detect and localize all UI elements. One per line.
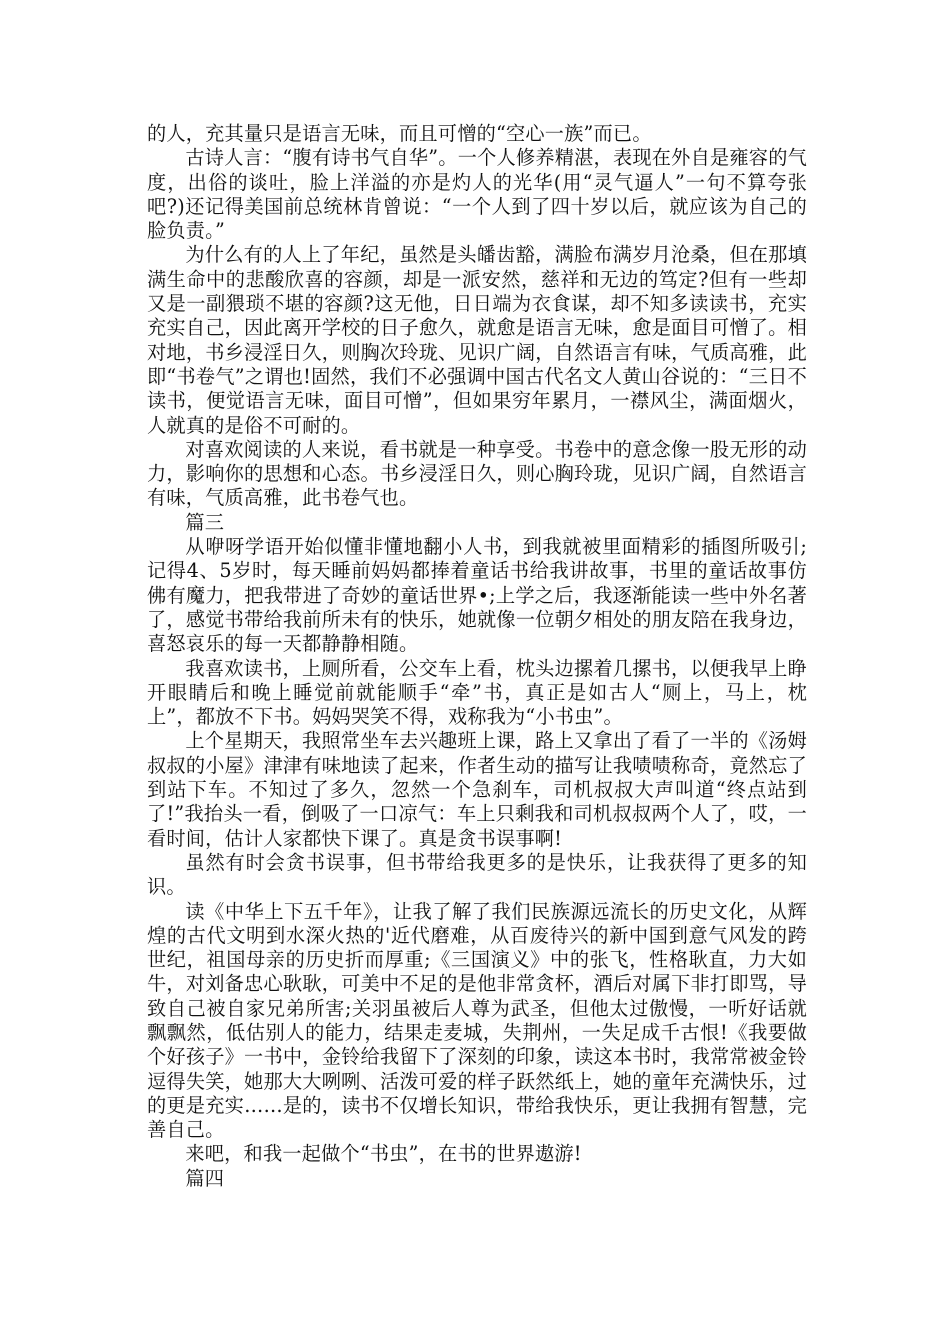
paragraph-reading-enjoyment: 对喜欢阅读的人来说，看书就是一种享受。书卷中的意念像一股无形的动力，影响你的思想和心态。书乡浸淫日久，则心胸玲珑，见识广阔，自然语言有味，气质高雅，此书卷气也。 (147, 437, 807, 510)
paragraph-books-bring-joy: 虽然有时会贪书误事，但书带给我更多的是快乐，让我获得了更多的知识。 (147, 850, 807, 899)
paragraph-bookworm: 我喜欢读书，上厕所看，公交车上看，枕头边摞着几摞书，以便我早上睁开眼睛后和晚上睡觉前就能顺手“牵”书，真正是如古人“厕上，马上，枕上”，都放不下书。妈妈哭笑不得，戏称我为“小书虫”。 (147, 656, 807, 729)
section-heading-3: 篇三 (185, 510, 225, 534)
paragraph-childhood-reading: 从咿呀学语开始似懂非懂地翻小人书，到我就被里面精彩的插图所吸引;记得4、5岁时，每天睡前妈妈都捧着童话书给我讲故事，书里的童话故事仿佛有魔力，把我带进了奇妙的童话世界•;上学之后，我逐渐能读一些中外名著了，感觉书带给我前所未有的快乐，她就像一位朝夕相处的朋友陪在我身边，喜怒哀乐的每一天都静静相随。 (147, 535, 807, 656)
paragraph-ancient-poet-quote: 古诗人言：“腹有诗书气自华”。一个人修养精湛，表现在外自是雍容的气度，出俗的谈吐，脸上洋溢的亦是灼人的光华(用“灵气逼人”一句不算夸张吧?)还记得美国前总统林肯曾说：“一个人到了四十岁以后，就应该为自己的脸负责。” (147, 146, 807, 243)
document-body (147, 122, 807, 1191)
paragraph-missed-stop: 上个星期天，我照常坐车去兴趣班上课，路上又拿出了看了一半的《汤姆叔叔的小屋》津津有味地读了起来，作者生动的描写让我啧啧称奇，竟然忘了到站下车。不知过了多久，忽然一个急刹车，司机叔叔大声叫道“终点站到了!”我抬头一看，倒吸了一口凉气：车上只剩我和司机叔叔两个人了，哎，一看时间，估计人家都快下课了。真是贪书误事啊! (147, 729, 807, 850)
paragraph-continuation: 的人，充其量只是语言无味，而且可憎的“空心一族”而已。 (147, 122, 652, 145)
paragraph-aging-faces: 为什么有的人上了年纪，虽然是头皤齿豁，满脸布满岁月沧桑，但在那填满生命中的悲酸欣喜的容颜，却是一派安然，慈祥和无边的笃定?但有一些却又是一副猥琐不堪的容颜?这无他，日日端为衣食谋，却不知多读读书，充实充实自己，因此离开学校的日子愈久，就愈是语言无味，愈是面目可憎了。相对地，书乡浸淫日久，则胸次玲珑、见识广阔，自然语言有味，气质高雅，此即“书卷气”之谓也!固然，我们不必强调中国古代名文人黄山谷说的：“三日不读书，便觉语言无味，面目可憎”，但如果穷年累月，一襟风尘，满面烟火，人就真的是俗不可耐的。 (147, 243, 807, 437)
paragraph-invitation: 来吧，和我一起做个“书虫”，在书的世界遨游! (185, 1142, 582, 1166)
paragraph-book-reviews: 读《中华上下五千年》，让我了解了我们民族源远流长的历史文化，从辉煌的古代文明到水深火热的'近代磨难，从百废待兴的新中国到意气风发的跨世纪，祖国母亲的历史折而厚重;《三国演义》中的张飞，性格耿直，力大如牛，对刘备忠心耿耿，可美中不足的是他非常贪杯，酒后对属下非打即骂，导致自己被自家兄弟所害;关羽虽被后人尊为武圣，但他太过傲慢，一听好话就飘飘然，低估别人的能力，结果走麦城，失荆州，一失足成千古恨!《我要做个好孩子》一书中，金铃给我留下了深刻的印象，读这本书时，我常常被金铃逗得失笑，她那大大咧咧、活泼可爱的样子跃然纸上，她的童年充满快乐，过的更是充实……是的，读书不仅增长知识，带给我快乐，更让我拥有智慧，完善自己。 (147, 899, 807, 1142)
section-heading-4: 篇四 (185, 1166, 225, 1190)
